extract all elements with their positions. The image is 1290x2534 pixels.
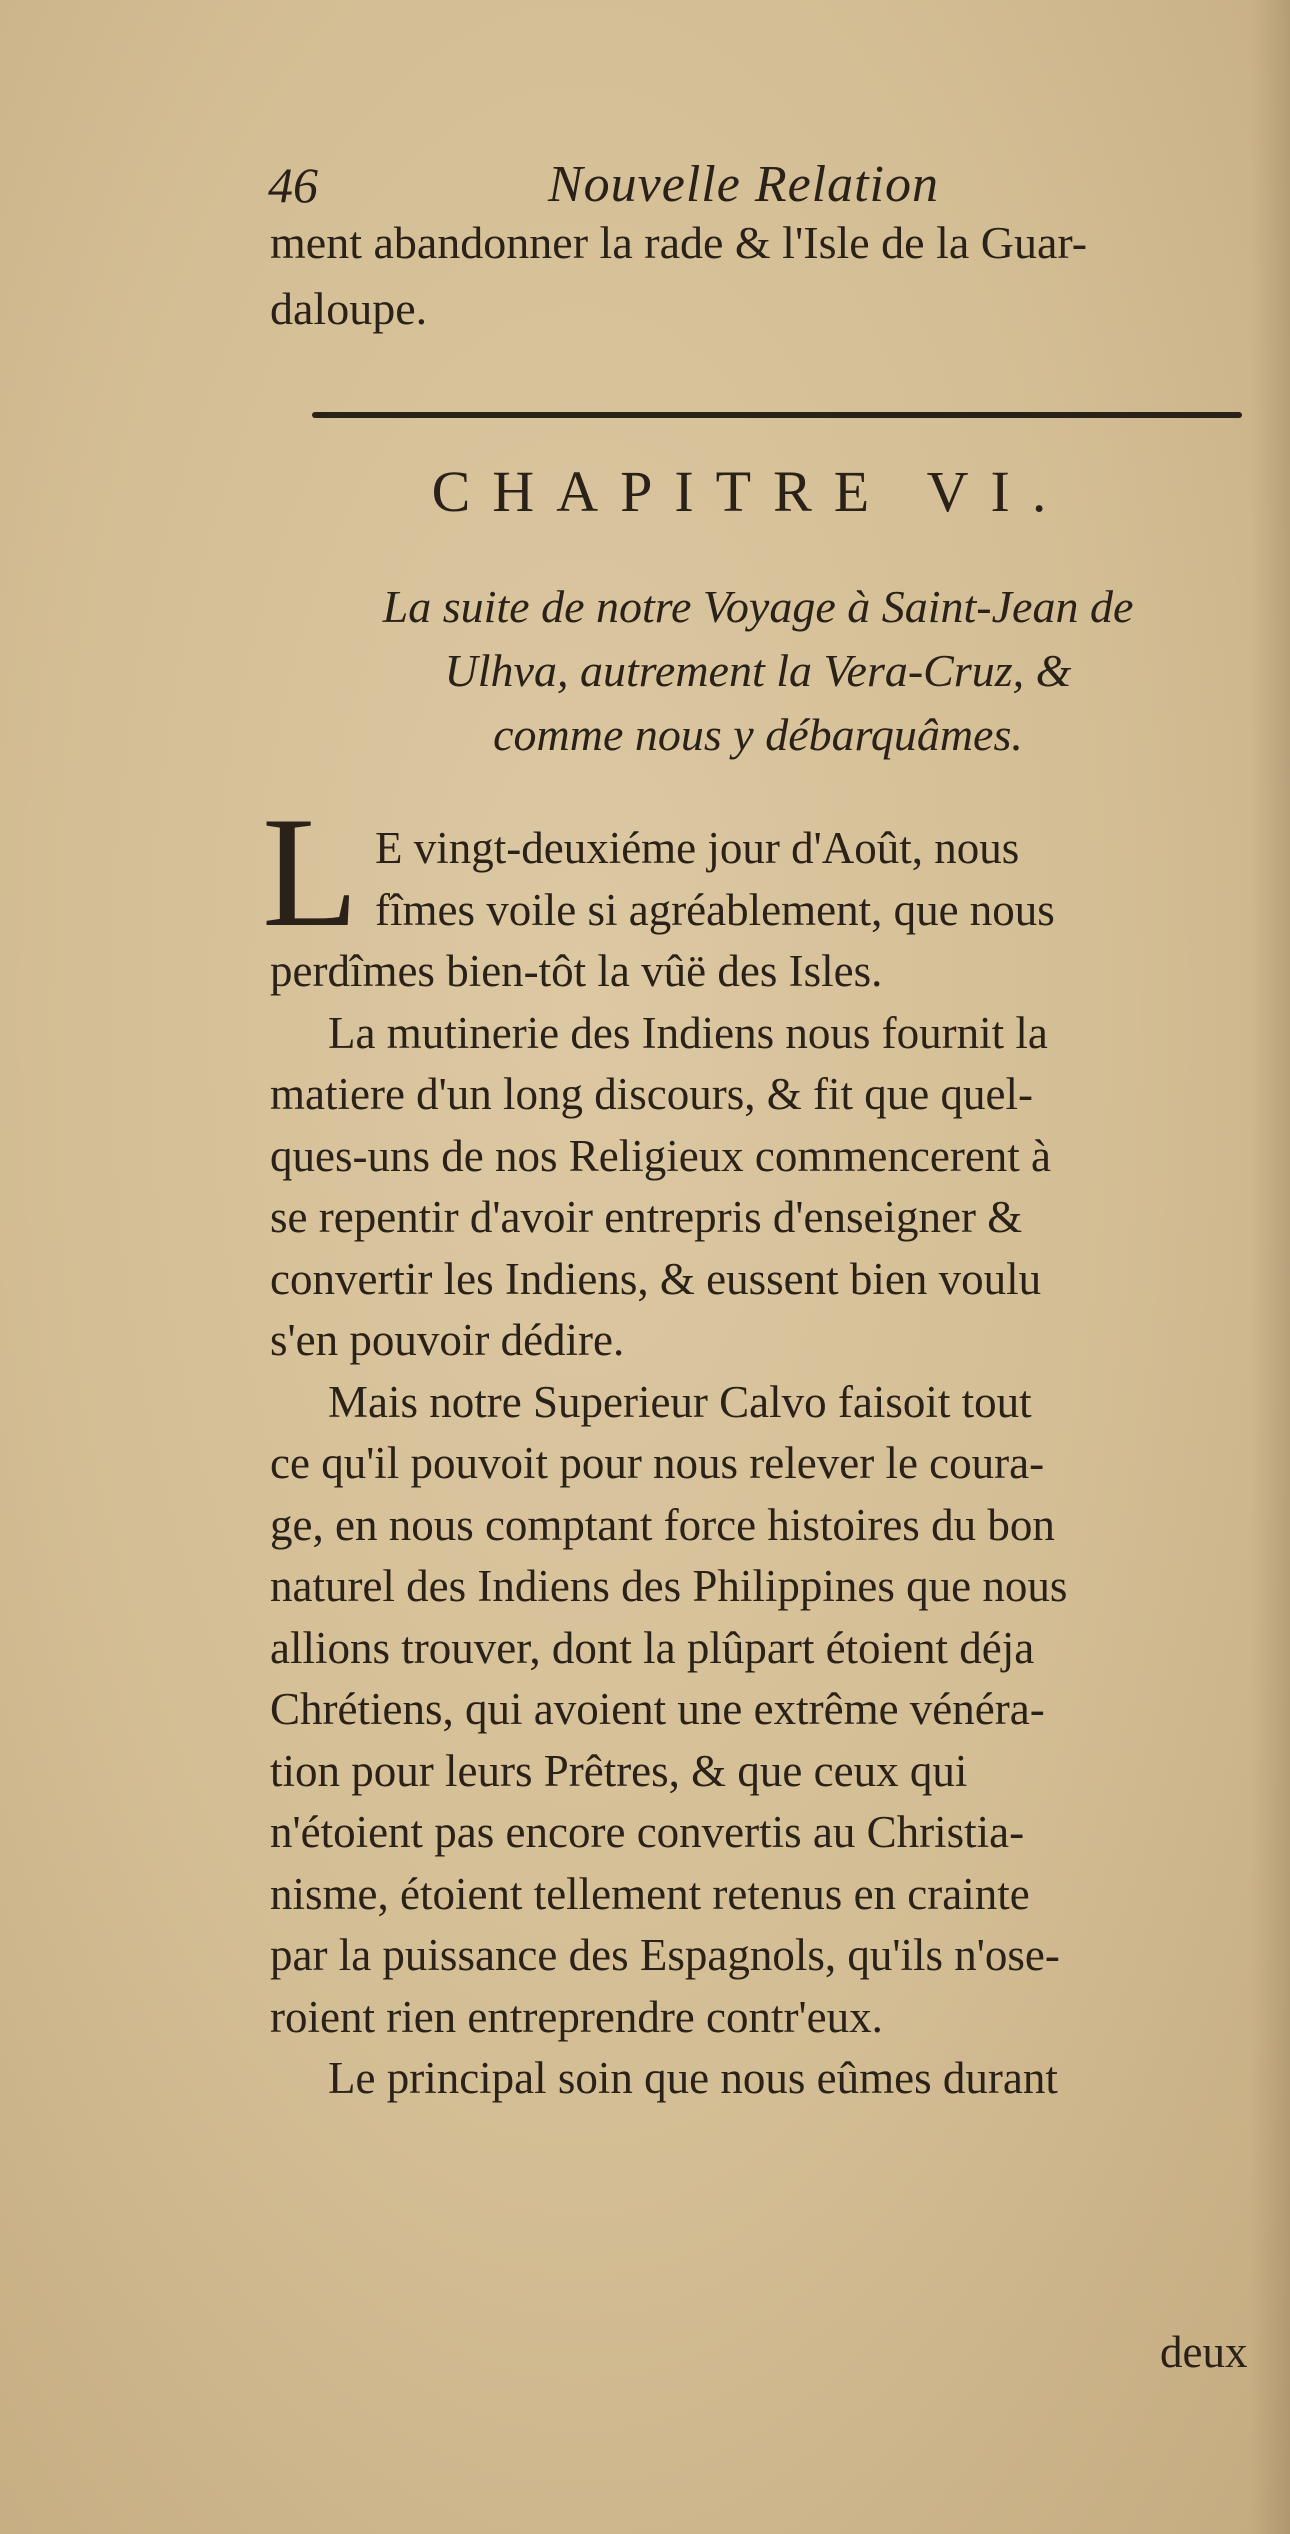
text-line: tion pour leurs Prêtres, & que ceux qui bbox=[270, 1745, 968, 1796]
drop-cap-spacer bbox=[270, 880, 1260, 942]
body-text bbox=[270, 818, 1260, 2110]
subtitle-line: comme nous y débarquâmes. bbox=[493, 709, 1023, 760]
page-number: 46 bbox=[268, 157, 318, 213]
text-line: nisme, étoient tellement retenus en crainte bbox=[270, 1868, 1030, 1919]
subtitle-line: Ulhva, autrement la Vera-Cruz, & bbox=[444, 645, 1072, 696]
text-line: La mutinerie des Indiens nous fournit la bbox=[328, 1007, 1048, 1058]
text-line: allions trouver, dont la plûpart étoient déja bbox=[270, 1622, 1035, 1673]
text-line: par la puissance des Espagnols, qu'ils n'ose- bbox=[270, 1930, 1060, 1980]
catchword: deux bbox=[1160, 2327, 1248, 2377]
chapter-divider-rule bbox=[312, 412, 1242, 418]
drop-cap-spacer bbox=[270, 818, 1260, 880]
continued-paragraph bbox=[270, 210, 1250, 342]
text-line: Le principal soin que nous eûmes durant bbox=[328, 2053, 1058, 2103]
text-line: Mais notre Superieur Calvo faisoit tout bbox=[328, 1376, 1032, 1427]
drop-cap: L bbox=[262, 785, 359, 960]
text-line: naturel des Indiens des Philippines que nous bbox=[270, 1561, 1068, 1611]
text-line: fîmes voile si agréablement, que nous bbox=[375, 884, 1055, 935]
text-line: n'étoient pas encore convertis au Christia- bbox=[270, 1807, 1025, 1857]
chapter-heading: CHAPITRE VI. bbox=[431, 459, 1069, 524]
text-line: ment abandonner la rade & l'Isle de la Guar- bbox=[270, 217, 1088, 268]
text-line: se repentir d'avoir entrepris d'enseigner & bbox=[270, 1192, 1023, 1242]
chapter-subtitle bbox=[268, 575, 1248, 767]
text-line: ce qu'il pouvoit pour nous relever le coura- bbox=[270, 1438, 1045, 1488]
text-line: convertir les Indiens, & eussent bien voulu bbox=[270, 1253, 1042, 1304]
page-edge-shadow bbox=[1250, 0, 1290, 2534]
text-line: E vingt-deuxiéme jour d'Août, nous bbox=[375, 823, 1020, 873]
running-title: Nouvelle Relation bbox=[548, 156, 940, 213]
text-line: daloupe. bbox=[270, 283, 428, 334]
text-line: ge, en nous comptant force histoires du bon bbox=[270, 1499, 1055, 1550]
text-line: perdîmes bien-tôt la vûë des Isles. bbox=[270, 946, 883, 996]
text-line: matiere d'un long discours, & fit que quel- bbox=[270, 1069, 1033, 1119]
text-line: Chrétiens, qui avoient une extrême vénéra- bbox=[270, 1684, 1045, 1734]
text-line: roient rien entreprendre contr'eux. bbox=[270, 1991, 883, 2042]
text-line: ques-uns de nos Religieux commencerent à bbox=[270, 1130, 1052, 1181]
text-line: s'en pouvoir dédire. bbox=[270, 1315, 625, 1365]
subtitle-line: La suite de notre Voyage à Saint-Jean de bbox=[382, 581, 1134, 632]
